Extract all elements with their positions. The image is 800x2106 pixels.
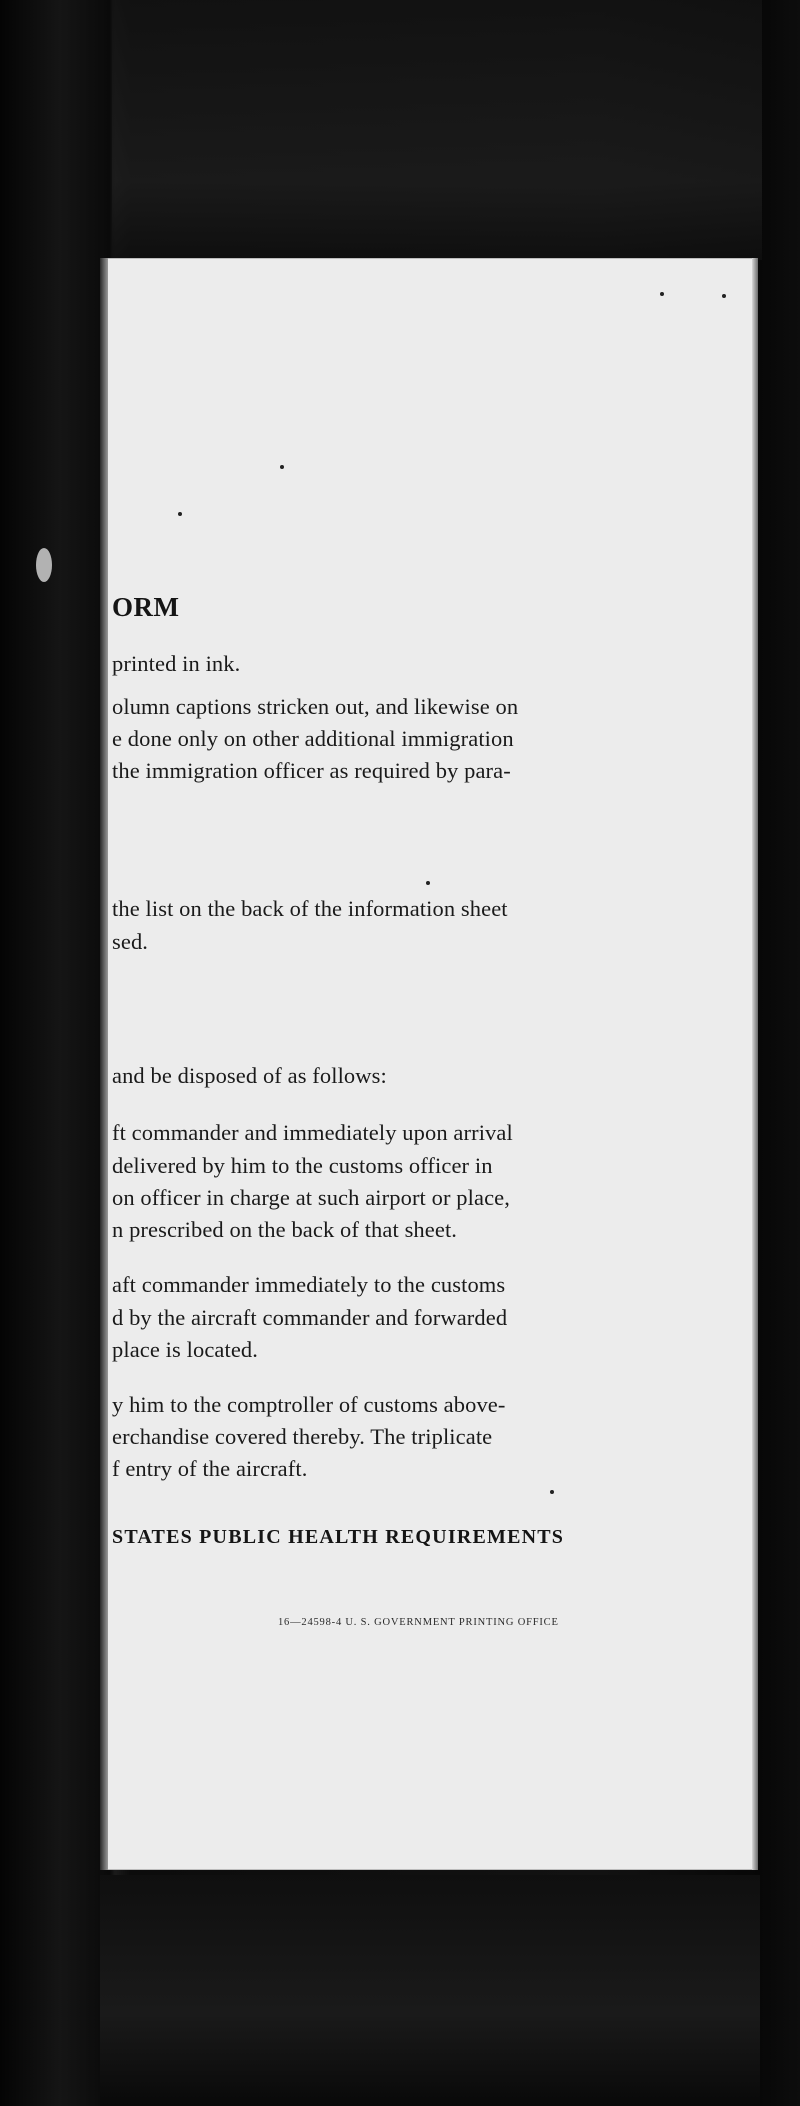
sheet-right-edge — [752, 258, 758, 1870]
text-line: e done only on other additional immigration — [112, 726, 514, 751]
dust-speck — [36, 548, 52, 582]
text-line: sed. — [112, 929, 149, 954]
text-line: n prescribed on the back of that sheet. — [112, 1217, 458, 1242]
section-heading: ORM — [112, 592, 180, 622]
text-line: printed in ink. — [112, 651, 241, 676]
text-line: aft commander immediately to the customs — [112, 1272, 506, 1297]
speck — [178, 512, 182, 516]
top-film-area — [112, 0, 762, 260]
footer-heading: STATES PUBLIC HEALTH REQUIREMENTS — [112, 1526, 565, 1548]
sheet-left-edge — [100, 258, 108, 1870]
text-line: the list on the back of the information sheet — [112, 896, 508, 921]
text-line: delivered by him to the customs officer in — [112, 1153, 493, 1178]
bottom-film-area — [100, 1875, 760, 2106]
text-line: d by the aircraft commander and forwarded — [112, 1305, 508, 1330]
speck — [550, 1490, 554, 1494]
text-line: place is located. — [112, 1337, 259, 1362]
text-line: f entry of the aircraft. — [112, 1456, 308, 1481]
text-line: on officer in charge at such airport or place, — [112, 1185, 510, 1210]
text-line: erchandise covered thereby. The triplicate — [112, 1424, 493, 1449]
text-line: and be disposed of as follows: — [112, 1063, 387, 1088]
text-line: y him to the comptroller of customs above- — [112, 1392, 506, 1417]
speck — [660, 292, 664, 296]
text-line: the immigration officer as required by para- — [112, 758, 511, 783]
text-line: ft commander and immediately upon arrival — [112, 1120, 513, 1145]
speck — [426, 881, 430, 885]
speck — [722, 294, 726, 298]
text-line: olumn captions stricken out, and likewise on — [112, 694, 519, 719]
printer-imprint: 16—24598-4 U. S. GOVERNMENT PRINTING OFFICE — [278, 1617, 559, 1628]
speck — [280, 465, 284, 469]
